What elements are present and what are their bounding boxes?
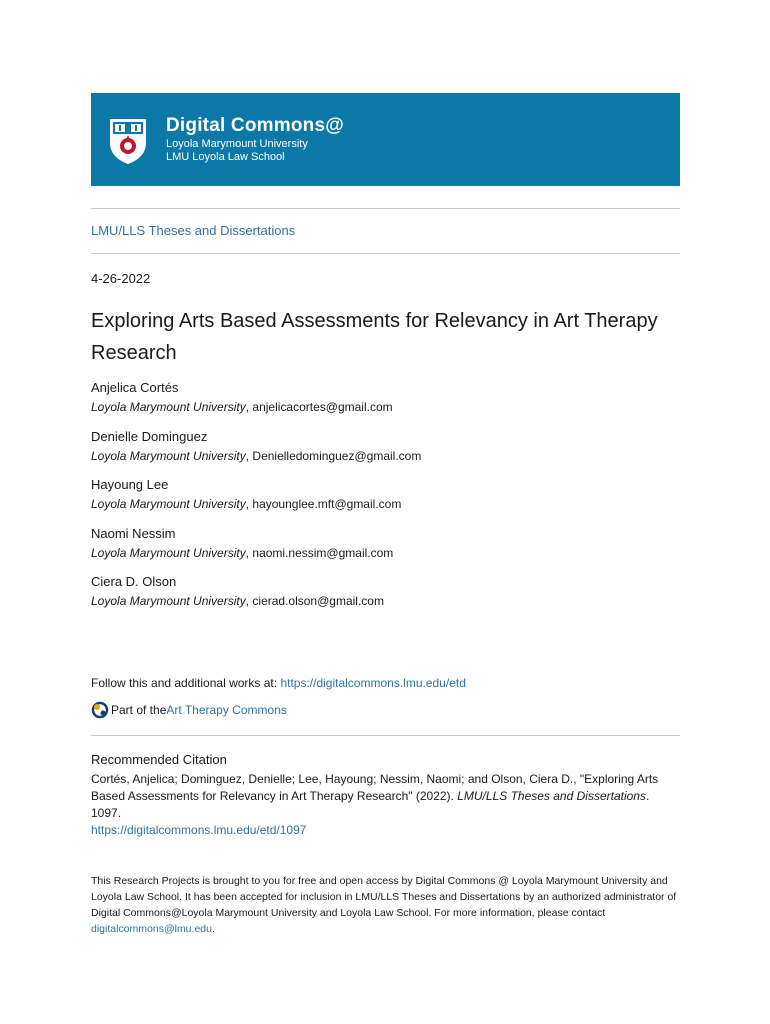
affiliation-name: Loyola Marymount University <box>91 449 246 463</box>
bepress-network-icon <box>91 701 109 719</box>
part-of-text: Part of the <box>111 703 167 717</box>
author-name: Ciera D. Olson <box>91 574 177 589</box>
author-entry <box>91 574 384 609</box>
footer-text: This Research Projects is brought to you for free and open access by Digital Commons @ Loyola Marymount University and Loyola Law School. It has been accepted for inclusion in LMU/LLS Theses and Dissertations by an authorized administrator of Digital Commons@Loyola Marymount University and Loyola Law School. For more information, please contact <box>91 875 677 919</box>
collection-url-link[interactable]: https://digitalcommons.lmu.edu/etd <box>280 676 466 690</box>
author-affiliation <box>91 399 393 415</box>
affiliation-name: Loyola Marymount University <box>91 497 246 511</box>
citation-heading: Recommended Citation <box>91 752 227 767</box>
author-email: , anjelicacortes@gmail.com <box>245 400 393 414</box>
series-link[interactable]: LMU/LLS Theses and Dissertations <box>91 223 296 238</box>
lmu-shield-logo-icon <box>108 117 148 165</box>
publication-date: 4-26-2022 <box>91 271 151 286</box>
citation-text: Cortés, Anjelica; Dominguez, Denielle; Lee, Hayoung; Nessim, Naomi; and Olson, Ciera D., "Exploring Arts Based Assessments for Relevancy in Art Therapy Research" (2022). <box>91 772 659 803</box>
citation-body <box>91 771 681 822</box>
brand-subtitle-law-school: LMU Loyola Law School <box>166 151 285 163</box>
author-name: Denielle Dominguez <box>91 429 208 444</box>
author-affiliation <box>91 448 421 464</box>
contact-email-link[interactable]: digitalcommons@lmu.edu <box>91 923 212 935</box>
part-of-line <box>91 701 287 719</box>
author-name: Naomi Nessim <box>91 526 176 541</box>
author-affiliation <box>91 545 393 561</box>
affiliation-name: Loyola Marymount University <box>91 546 246 560</box>
citation-journal: LMU/LLS Theses and Dissertations <box>457 789 646 803</box>
citation-number: . 1097. <box>91 789 650 820</box>
author-name: Anjelica Cortés <box>91 380 179 395</box>
author-entry <box>91 380 393 415</box>
header-banner[interactable] <box>91 93 680 186</box>
brand-title: Digital Commons@ <box>166 115 344 136</box>
affiliation-name: Loyola Marymount University <box>91 400 246 414</box>
citation-url-link[interactable]: https://digitalcommons.lmu.edu/etd/1097 <box>91 823 307 837</box>
author-entry <box>91 429 421 464</box>
author-entry <box>91 477 401 512</box>
author-email: , Denielledominguez@gmail.com <box>245 449 422 463</box>
document-title: Exploring Arts Based Assessments for Relevancy in Art Therapy Research <box>91 310 658 364</box>
author-email: , hayounglee.mft@gmail.com <box>245 497 402 511</box>
author-email: , cierad.olson@gmail.com <box>245 594 384 608</box>
brand-subtitle-university: Loyola Marymount University <box>166 138 308 150</box>
author-affiliation <box>91 593 384 609</box>
divider <box>91 253 680 254</box>
author-email: , naomi.nessim@gmail.com <box>245 546 394 560</box>
follow-text: Follow this and additional works at: <box>91 676 281 690</box>
divider <box>91 735 680 736</box>
footer-period: . <box>211 923 215 935</box>
author-name: Hayoung Lee <box>91 477 169 492</box>
affiliation-name: Loyola Marymount University <box>91 594 246 608</box>
art-therapy-commons-link[interactable]: Art Therapy Commons <box>166 703 287 717</box>
follow-line <box>91 676 466 690</box>
footer-notice <box>91 873 681 937</box>
author-affiliation <box>91 496 401 512</box>
author-entry <box>91 526 393 561</box>
divider <box>91 208 680 209</box>
